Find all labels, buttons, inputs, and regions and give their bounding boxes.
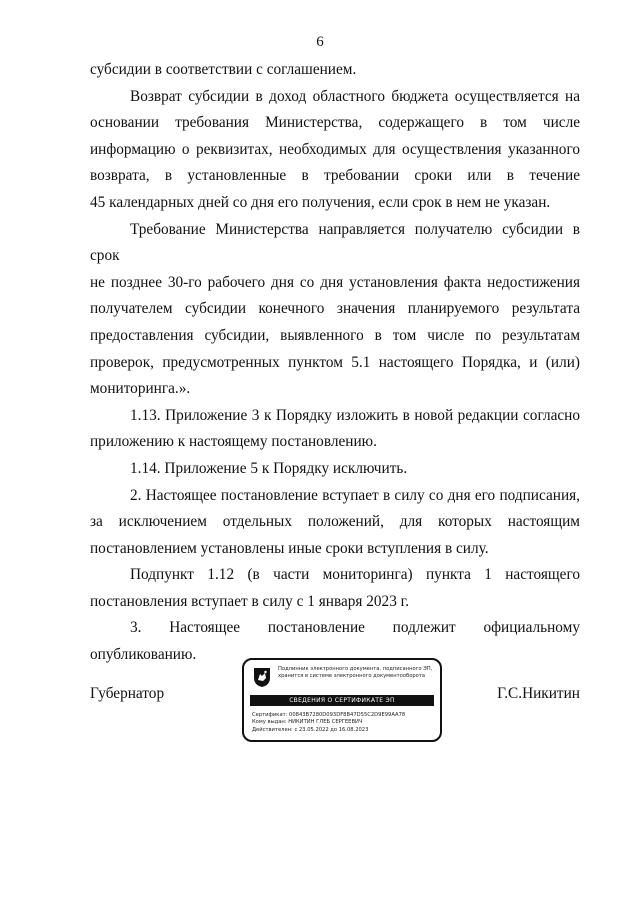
- text-line: за исключением отдельных положений, для которых настоящим: [90, 513, 580, 531]
- stamp-details: [252, 712, 405, 734]
- document-body: [90, 57, 580, 669]
- text-line: приложению к настоящему постановлению.: [90, 433, 377, 451]
- text-line: 1.14. Приложение 5 к Порядку исключить.: [130, 459, 408, 477]
- validity-label: Действителен:: [252, 726, 293, 733]
- text-line: предоставления субсидии, выявленного в том числе по результатам: [90, 326, 580, 344]
- text-line: возврата, в установленные в требовании сроки или в течение: [90, 167, 580, 185]
- text-line: 45 календарных дней со дня его получения, если срок в нем не указан.: [90, 193, 551, 211]
- owner-row: [252, 719, 405, 726]
- paragraph: [90, 57, 580, 84]
- page-number: 6: [316, 34, 324, 50]
- coat-of-arms-icon: [252, 666, 272, 688]
- text-line: не позднее 30-го рабочего дня со дня установления факта недостижения: [90, 273, 580, 291]
- paragraph: [90, 562, 580, 615]
- text-line: 2. Настоящее постановление вступает в силу со дня его подписания,: [130, 486, 580, 504]
- paragraph: [90, 217, 580, 403]
- text-line: Подпункт 1.12 (в части мониторинга) пункта 1 настоящего: [130, 566, 580, 584]
- paragraph: [90, 403, 580, 456]
- stamp-note-line: хранится в системе электронного документооборота: [278, 673, 426, 679]
- text-line: опубликованию.: [90, 646, 197, 664]
- validity-row: [252, 727, 405, 734]
- paragraph: [90, 483, 580, 563]
- paragraph: [90, 84, 580, 217]
- stamp-note: [278, 666, 438, 680]
- certificate-row: [252, 712, 405, 719]
- owner-value: НИКИТИН ГЛЕБ СЕРГЕЕВИЧ: [288, 719, 363, 726]
- stamp-note-line: Подлинник электронного документа, подписанного ЭП,: [278, 666, 433, 672]
- text-line: Возврат субсидии в доход областного бюджета осуществляется на: [130, 87, 580, 105]
- text-line: 1.13. Приложение 3 к Порядку изложить в новой редакции согласно: [130, 406, 580, 424]
- signature-block: [90, 658, 580, 744]
- text-line: постановлением установлены иные сроки вступления в силу.: [90, 539, 489, 557]
- text-line: постановления вступает в силу с 1 января 2023 г.: [90, 592, 410, 610]
- signer-name: Г.С.Никитин: [497, 685, 580, 702]
- text-line: основании требования Министерства, содержащего в том числе: [90, 114, 580, 132]
- paragraph: [90, 456, 580, 483]
- validity-value: с 23.05.2022 до 16.08.2023: [294, 726, 369, 733]
- text-line: проверок, предусмотренных пунктом 5.1 настоящего Порядка, и (или): [90, 353, 580, 371]
- electronic-signature-stamp: [242, 658, 442, 742]
- text-line: мониторинга.».: [90, 380, 191, 398]
- text-line: получателем субсидии конечного значения планируемого результата: [90, 300, 580, 318]
- text-line: информацию о реквизитах, необходимых для осуществления указанного: [90, 140, 580, 158]
- owner-label: Кому выдан:: [252, 719, 287, 726]
- stamp-header: СВЕДЕНИЯ О СЕРТИФИКАТЕ ЭП: [250, 695, 434, 706]
- text-line: Требование Министерства направляется получателю субсидии в срок: [90, 220, 580, 265]
- text-line: субсидии в соответствии с соглашением.: [90, 61, 357, 78]
- signer-title: Губернатор: [90, 685, 165, 702]
- certificate-value: 00843B7280D093DF8B47D55C2D9E99AA78: [289, 712, 406, 718]
- text-line: 3. Настоящее постановление подлежит официальному: [130, 619, 580, 637]
- certificate-label: Сертификат:: [252, 712, 288, 718]
